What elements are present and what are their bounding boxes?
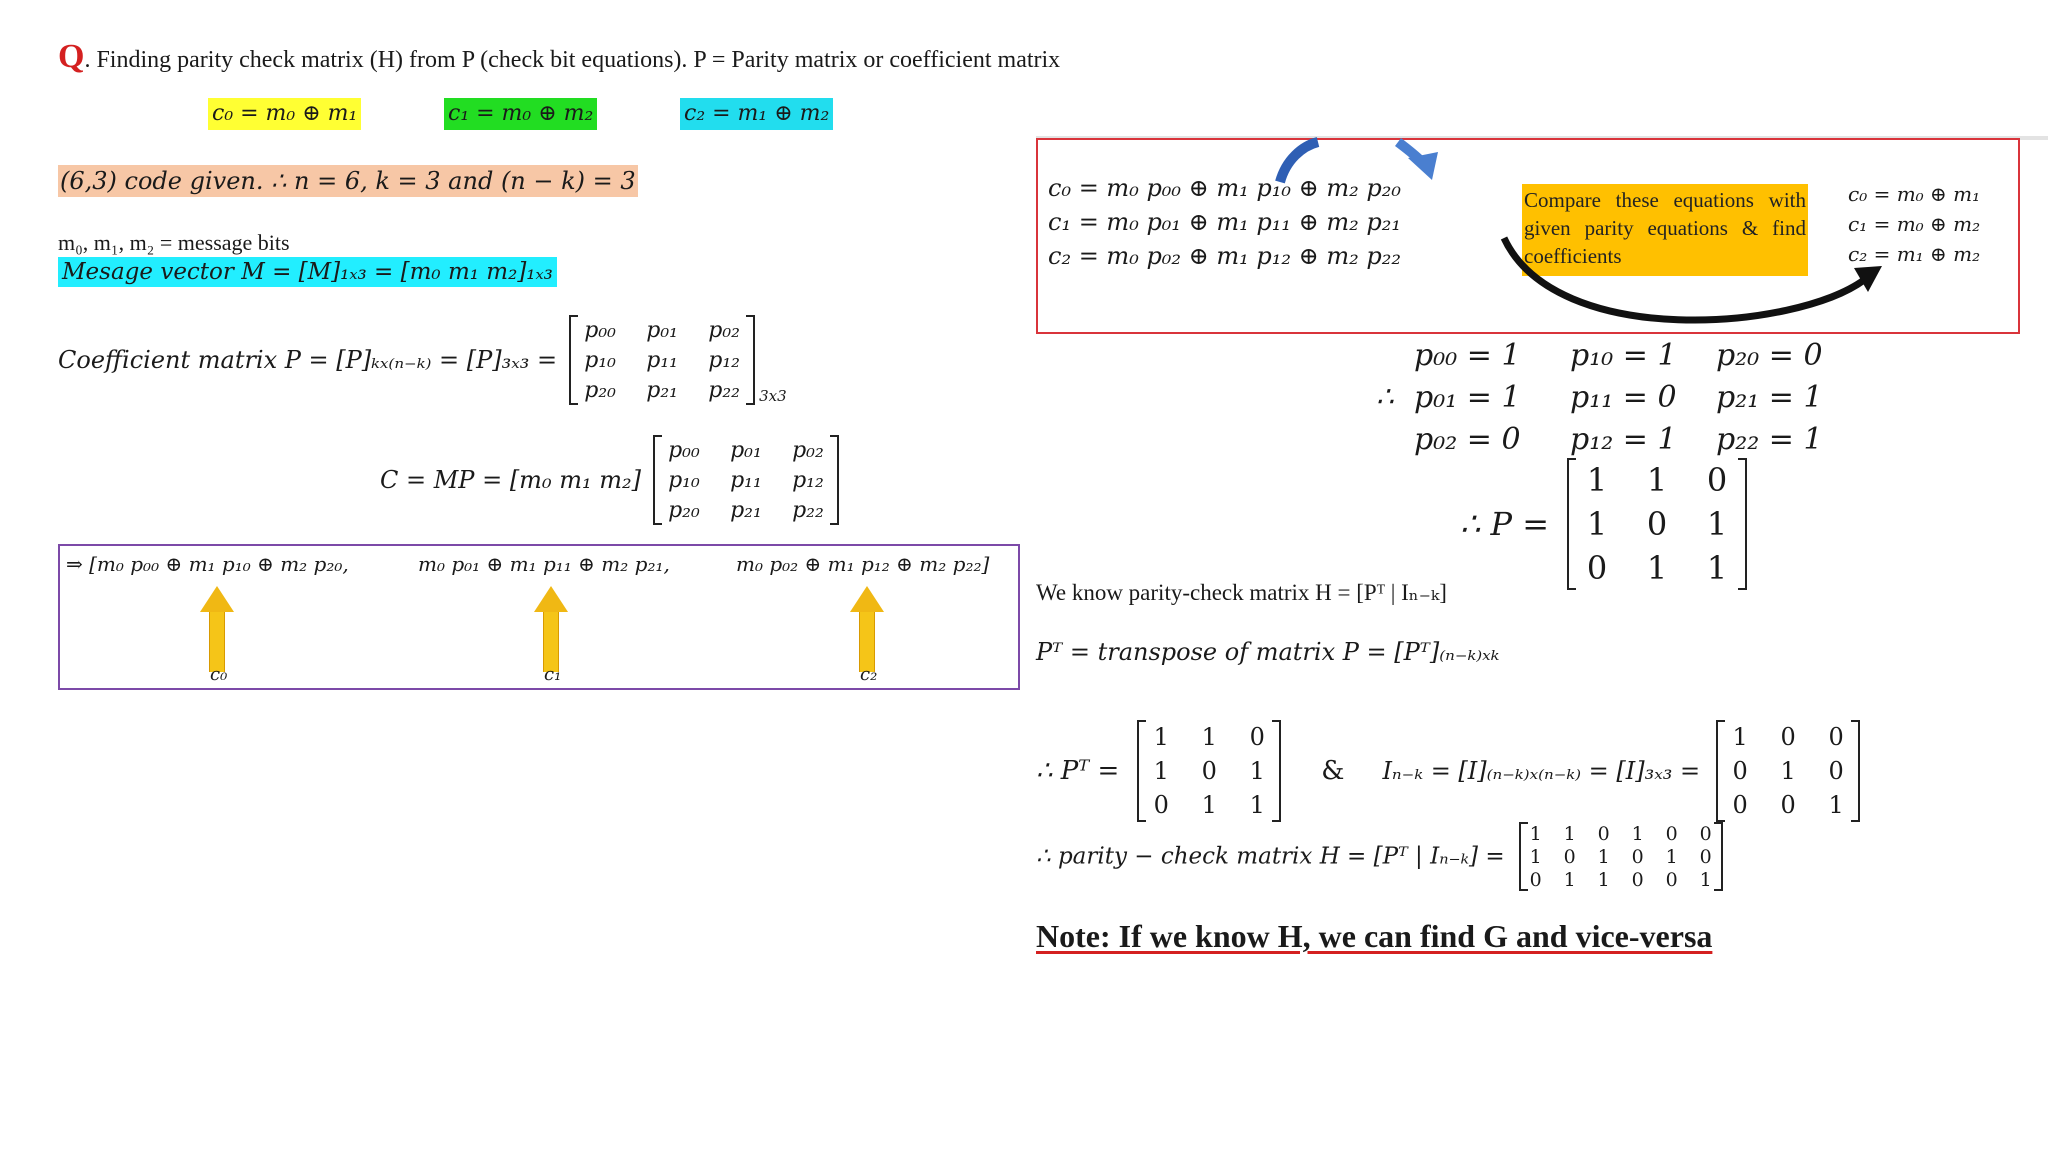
coef-cell: p₁₂ (708, 347, 740, 373)
code-given: (6,3) code given. ∴ n = 6, k = 3 and (n − k) = 3 (60, 167, 636, 195)
therefore-symbol: ∴ (1376, 380, 1394, 413)
product-term-2: m₀ p₀₁ ⊕ m₁ p₁₁ ⊕ m₂ p₂₁, (418, 552, 670, 576)
h-cell: 1 (1563, 822, 1576, 845)
id-cell: 1 (1780, 757, 1796, 785)
coef-cell: p₀₂ (708, 317, 740, 343)
coef-value: p₁₁ = 0 (1570, 380, 1677, 415)
product-term-1: ⇒ [m₀ p₀₀ ⊕ m₁ p₁₀ ⊕ m₂ p₂₀, (66, 552, 349, 576)
general-eq-c1: c₁ = m₀ p₀₁ ⊕ m₁ p₁₁ ⊕ m₂ p₂₁ (1048, 208, 1402, 236)
cmp-cell: p₂₀ (668, 497, 700, 523)
cmp-cell: p₁₂ (792, 467, 824, 493)
h-cell: 1 (1665, 845, 1678, 868)
coef-value: p₁₀ = 1 (1570, 338, 1677, 373)
pt-lhs: ∴ Pᵀ = (1036, 756, 1120, 786)
id-cell: 0 (1732, 757, 1748, 785)
p-cell: 0 (1706, 461, 1728, 499)
cmp-cell: p₂₂ (792, 497, 824, 523)
id-cell: 0 (1780, 791, 1796, 819)
question-title: . Finding parity check matrix (H) from P (check bit equations). P = Parity matrix or coefficient matrix (84, 47, 1061, 73)
pt-cell: 1 (1201, 723, 1217, 751)
black-curve-arrow-icon (1504, 238, 1864, 320)
cmp-cell: p₁₁ (730, 467, 762, 493)
h-cell: 0 (1665, 868, 1678, 891)
coef-cell: p₀₀ (584, 317, 616, 343)
h-matrix-row (1036, 822, 1723, 891)
given-equation-c0: c₀ = m₀ ⊕ m₁ (208, 98, 361, 130)
given-equation-c2: c₂ = m₁ ⊕ m₂ (680, 98, 833, 130)
id-cell: 0 (1780, 723, 1796, 751)
know-h-text: We know parity-check matrix H = [Pᵀ | Iₙ₋ₖ] (1036, 580, 1447, 605)
product-term-3: m₀ p₀₂ ⊕ m₁ p₁₂ ⊕ m₂ p₂₂] (736, 552, 990, 576)
given-eq-c0: c₀ = m₀ ⊕ m₁ (1848, 182, 1981, 206)
cmp-cell: p₁₀ (668, 467, 700, 493)
h-cell: 1 (1529, 845, 1542, 868)
coef-value: p₀₀ = 1 (1414, 338, 1521, 373)
coefficient-values (1414, 335, 1823, 461)
general-eq-c2: c₂ = m₀ p₀₂ ⊕ m₁ p₁₂ ⊕ m₂ p₂₂ (1048, 242, 1402, 270)
p-cell: 1 (1586, 505, 1608, 543)
h-cell: 1 (1563, 868, 1576, 891)
p-matrix-row (1460, 458, 1747, 590)
id-cell: 1 (1828, 791, 1844, 819)
id-cell: 0 (1828, 723, 1844, 751)
coef-cell: p₂₁ (646, 377, 678, 403)
product-label-c1: c₁ (544, 664, 562, 685)
p-cell: 1 (1706, 549, 1728, 587)
black-arrowhead-icon (1854, 266, 1882, 292)
transpose-definition: Pᵀ = transpose of matrix P = [Pᵀ]₍ₙ₋ₖ₎ₓₖ (1036, 638, 1500, 666)
p-cell: 1 (1706, 505, 1728, 543)
h-cell: 1 (1699, 868, 1712, 891)
pt-cell: 0 (1249, 723, 1265, 751)
pt-cell: 1 (1153, 723, 1169, 751)
coef-value: p₀₂ = 0 (1414, 422, 1521, 457)
pt-cell: 0 (1153, 791, 1169, 819)
id-cell: 0 (1828, 757, 1844, 785)
message-bits: m₀, m₁, m₂ = message bits (58, 230, 290, 255)
coefficient-matrix-row (58, 315, 787, 405)
arrow-up-icon (200, 586, 234, 672)
arrow-up-icon (850, 586, 884, 672)
h-cell: 1 (1597, 845, 1610, 868)
coef-value: p₂₀ = 0 (1716, 338, 1823, 373)
given-eq-c1: c₁ = m₀ ⊕ m₂ (1848, 212, 1981, 236)
cmp-cell: p₀₂ (792, 437, 824, 463)
pt-cell: 1 (1249, 791, 1265, 819)
h-cell: 0 (1631, 868, 1644, 891)
cmp-cell: p₀₀ (668, 437, 700, 463)
cmp-matrix (653, 435, 839, 525)
h-matrix (1519, 822, 1723, 891)
coefficient-subscript: 3x3 (759, 387, 787, 405)
cmp-lhs: C = MP = [m₀ m₁ m₂] (380, 466, 641, 494)
arrow-up-icon (534, 586, 568, 672)
compare-note: Compare these equations with given parity equations & find coefficients (1522, 184, 1808, 276)
p-matrix-lhs: ∴ P = (1460, 505, 1550, 543)
p-cell: 1 (1646, 461, 1668, 499)
c-equals-mp (380, 435, 839, 525)
coef-cell: p₂₂ (708, 377, 740, 403)
p-matrix (1567, 458, 1747, 590)
h-cell: 1 (1631, 822, 1644, 845)
product-label-c2: c₂ (860, 664, 878, 685)
identity-matrix (1716, 720, 1860, 822)
id-cell: 0 (1732, 791, 1748, 819)
h-cell: 0 (1563, 845, 1576, 868)
pt-cell: 1 (1201, 791, 1217, 819)
identity-lhs: Iₙ₋ₖ = [I]₍ₙ₋ₖ₎ₓ₍ₙ₋ₖ₎ = [I]₃ₓ₃ = (1382, 757, 1701, 785)
pt-cell: 0 (1201, 757, 1217, 785)
h-lhs: ∴ parity − check matrix H = [Pᵀ | Iₙ₋ₖ] = (1036, 843, 1505, 870)
h-cell: 0 (1665, 822, 1678, 845)
h-cell: 0 (1699, 822, 1712, 845)
h-cell: 0 (1631, 845, 1644, 868)
p-cell: 1 (1586, 461, 1608, 499)
given-equation-c1: c₁ = m₀ ⊕ m₂ (444, 98, 597, 130)
cmp-cell: p₀₁ (730, 437, 762, 463)
h-cell: 1 (1529, 822, 1542, 845)
coef-value: p₂₂ = 1 (1716, 422, 1823, 457)
h-cell: 0 (1529, 868, 1542, 891)
h-cell: 1 (1597, 868, 1610, 891)
coef-value: p₁₂ = 1 (1570, 422, 1677, 457)
general-eq-c0: c₀ = m₀ p₀₀ ⊕ m₁ p₁₀ ⊕ m₂ p₂₀ (1048, 174, 1402, 202)
p-cell: 0 (1646, 505, 1668, 543)
pt-matrix-row (1036, 720, 1860, 822)
h-cell: 0 (1699, 845, 1712, 868)
coef-cell: p₁₁ (646, 347, 678, 373)
note: Note: If we know H, we can find G and vice-versa (1036, 918, 1713, 954)
p-cell: 1 (1646, 549, 1668, 587)
pt-cell: 1 (1249, 757, 1265, 785)
p-cell: 0 (1586, 549, 1608, 587)
product-label-c0: c₀ (210, 664, 228, 685)
coef-cell: p₂₀ (584, 377, 616, 403)
coefficient-lhs: Coefficient matrix P = [P]ₖₓ₍ₙ₋ₖ₎ = [P]₃ₓ₃ = (58, 346, 558, 374)
coef-cell: p₀₁ (646, 317, 678, 343)
given-eq-c2: c₂ = m₁ ⊕ m₂ (1848, 242, 1981, 266)
coef-cell: p₁₀ (584, 347, 616, 373)
curved-arrows (1036, 130, 2036, 340)
h-cell: 0 (1597, 822, 1610, 845)
question-marker: Q (58, 38, 85, 75)
coefficient-matrix (569, 315, 755, 405)
coef-value: p₀₁ = 1 (1414, 380, 1521, 415)
cmp-cell: p₂₁ (730, 497, 762, 523)
ampersand: & (1321, 756, 1345, 786)
coef-value: p₂₁ = 1 (1716, 380, 1823, 415)
message-vector: Mesage vector M = [M]₁ₓ₃ = [m₀ m₁ m₂]₁ₓ₃ (58, 257, 557, 287)
question-header (58, 38, 1060, 76)
pt-matrix (1137, 720, 1281, 822)
blue-curve-icon (1280, 142, 1318, 182)
product-box (58, 544, 1020, 690)
pt-cell: 1 (1153, 757, 1169, 785)
id-cell: 1 (1732, 723, 1748, 751)
